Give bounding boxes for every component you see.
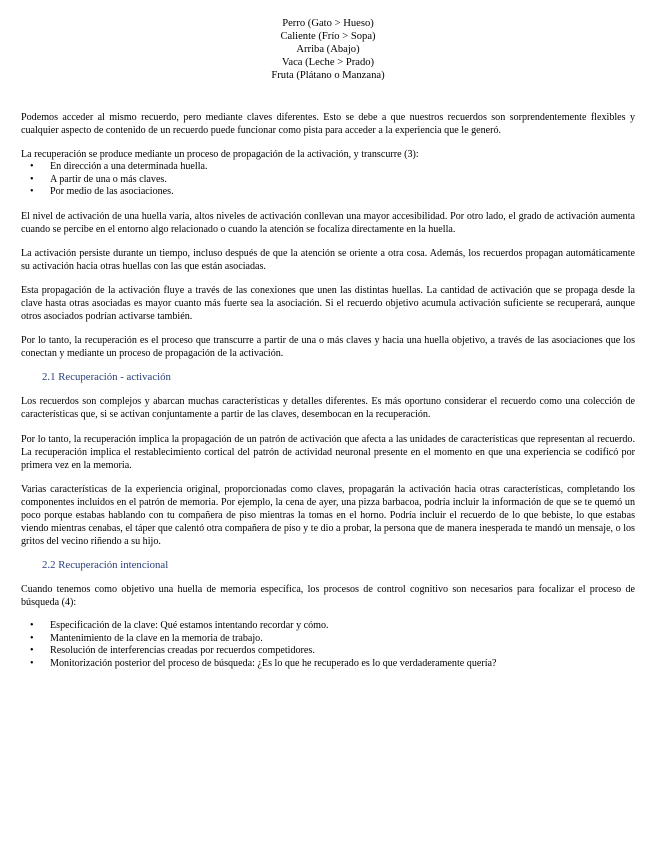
bullet-icon: •	[30, 645, 34, 657]
bullet-icon: •	[30, 186, 34, 198]
paragraph: Podemos acceder al mismo recuerdo, pero mediante claves diferentes. Esto se debe a que nuestros recuerdos son sorprendentemente flexibles y cualquier aspecto de contenido de un recuerdo puede funcionar como pista para acceder a la experiencia que le generó.	[21, 112, 635, 137]
list-item	[21, 161, 635, 173]
bullet-list	[21, 620, 635, 670]
paragraph: El nivel de activación de una huella varía, altos niveles de activación conllevan una mayor accesibilidad. Por otro lado, el grado de activación aumenta cuando se percibe en el entorno algo relacionado o cuando la atención se focaliza directamente en la huella.	[21, 210, 635, 235]
paragraph: Por lo tanto, la recuperación implica la propagación de un patrón de activación que afecta a las unidades de características que representan al recuerdo. La recuperación implica el restablecimiento cortical del patrón de actividad neuronal presente en el momento en que una experiencia se codificó por primera vez en la memoria.	[21, 433, 635, 471]
list-item	[21, 658, 635, 670]
list-item	[21, 633, 635, 645]
list-item-text: A partir de una o más claves.	[50, 173, 167, 185]
list-item	[21, 620, 635, 632]
list-item-text: Por medio de las asociaciones.	[50, 186, 174, 198]
section-heading: 2.2 Recuperación intencional	[42, 559, 169, 572]
list-item	[21, 645, 635, 657]
association-pairs	[21, 17, 635, 82]
paragraph: La recuperación se produce mediante un proceso de propagación de la activación, y transcurre (3):	[21, 149, 419, 161]
bullet-icon: •	[30, 161, 34, 173]
list-item	[21, 174, 635, 186]
paragraph: Por lo tanto, la recuperación es el proceso que transcurre a partir de una o más claves y hacia una huella objetivo, a través de las asociaciones que los conectan y mediante un proceso de propagación de la activación.	[21, 335, 635, 360]
list-item-text: Monitorización posterior del proceso de búsqueda: ¿Es lo que he recuperado es lo que verdaderamente quería?	[50, 657, 497, 669]
list-item-text: En dirección a una determinada huella.	[50, 161, 208, 173]
bullet-icon: •	[30, 173, 34, 185]
pair-line: Arriba (Abajo)	[296, 44, 360, 55]
list-item-text: Especificación de la clave: Qué estamos intentando recordar y cómo.	[50, 620, 329, 632]
paragraph: Varias características de la experiencia original, proporcionadas como claves, propagarán la activación hacia otras características, completando los componentes incluidos en el patrón de memoria. Por ejemplo, la cena de ayer, una pizza barbacoa, podría incluir la información de que se te quemó un poco porque estabas hablando con tu compañera de piso mientras la tomas en el horno. Podría incluir el recuerdo de lo que bebiste, lo que estabas viendo mientras cenabas, el táper que calentó otra compañera de piso y te dio a probar, la persona que de manera inesperada te mandó un mensaje, o los gritos del vecino riñendo a su hijo.	[21, 483, 635, 548]
paragraph: La activación persiste durante un tiempo, incluso después de que la atención se oriente a otra cosa. Además, los recuerdos propagan automáticamente su activación hacia otras huellas con las que están asociadas.	[21, 247, 635, 272]
paragraph: Los recuerdos son complejos y abarcan muchas características y detalles diferentes. Es más oportuno considerar el recuerdo como una colección de características que, si se activan conjuntamente a partir de las claves, desembocan en la recuperación.	[21, 396, 635, 421]
paragraph: Cuando tenemos como objetivo una huella de memoria específica, los procesos de control cognitivo son necesarios para focalizar el proceso de búsqueda (4):	[21, 584, 635, 609]
paragraph: Esta propagación de la activación fluye a través de las conexiones que unen las distintas huellas. La cantidad de activación que se propaga desde la clave hasta otras asociadas es mayor cuanto más fuerte sea la asociación. Si el recuerdo objetivo acumula activación suficiente se recuperará, aunque otros asociados podrían activarse también.	[21, 284, 635, 323]
section-heading: 2.1 Recuperación - activación	[42, 371, 171, 384]
pair-line: Perro (Gato > Hueso)	[282, 18, 374, 29]
document-page	[21, 17, 635, 670]
list-item	[21, 186, 635, 198]
pair-line: Vaca (Leche > Prado)	[281, 57, 375, 68]
bullet-icon: •	[30, 620, 34, 632]
bullet-icon: •	[30, 632, 34, 644]
pair-line: Fruta (Plátano o Manzana)	[271, 70, 385, 81]
bullet-list	[21, 161, 635, 198]
bullet-icon: •	[30, 657, 34, 669]
list-item-text: Mantenimiento de la clave en la memoria de trabajo.	[50, 632, 263, 644]
pair-line: Caliente (Frío > Sopa)	[280, 31, 376, 42]
list-item-text: Resolución de interferencias creadas por recuerdos competidores.	[50, 645, 315, 657]
